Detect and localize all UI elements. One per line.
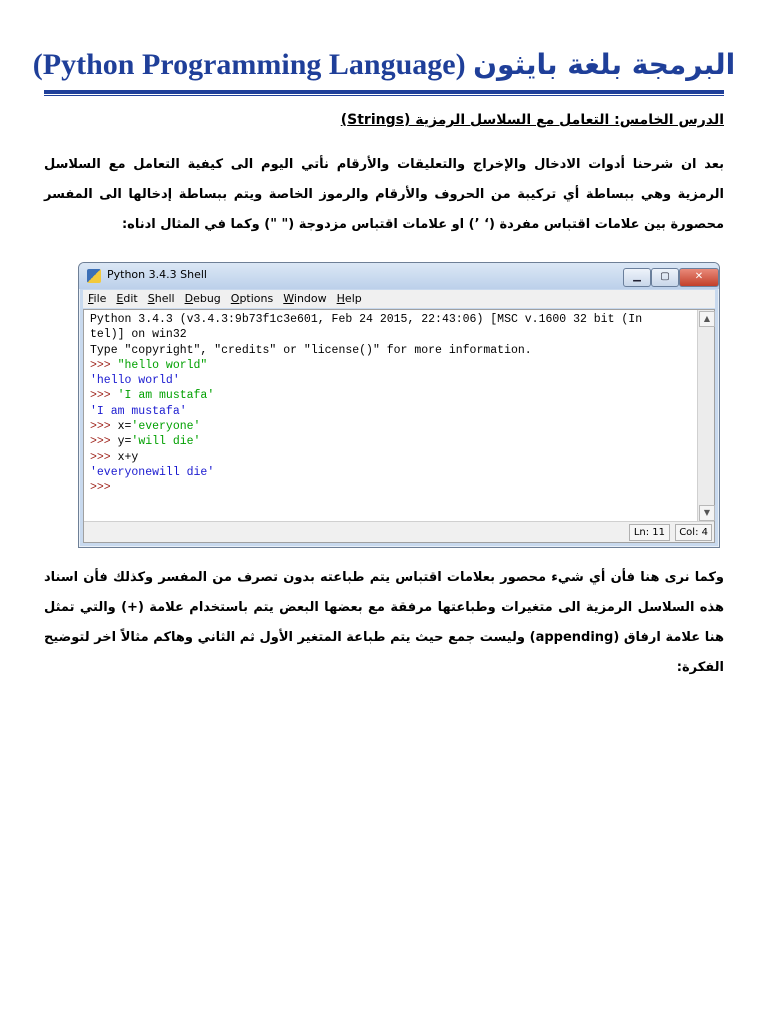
shell-text: 'hello world' (90, 374, 180, 388)
lesson-heading: الدرس الخامس: التعامل مع السلاسل الرمزية (Strings) (340, 112, 724, 128)
title-rule-thin (44, 95, 724, 96)
python-app-icon (87, 269, 101, 283)
shell-line (90, 465, 694, 480)
shell-line (90, 388, 694, 403)
menu-help[interactable]: Help (336, 292, 362, 305)
shell-text: 'I am mustafa' (117, 389, 215, 403)
shell-code: x+y (117, 450, 139, 464)
shell-text: 'everyone' (131, 420, 201, 434)
document-title (0, 48, 768, 82)
shell-line (90, 312, 694, 327)
menu-window[interactable]: Window (283, 292, 327, 305)
shell-line (90, 434, 694, 449)
shell-text-area[interactable] (83, 309, 715, 543)
shell-prompt: >>> (90, 420, 118, 434)
shell-line (90, 419, 694, 434)
title-english: (Python Programming Language) (32, 48, 466, 81)
close-button[interactable]: ✕ (679, 268, 719, 287)
scroll-up-arrow-icon[interactable]: ▲ (699, 311, 715, 327)
status-line: Ln: 11 (629, 524, 670, 541)
vertical-scrollbar[interactable] (697, 310, 714, 522)
shell-line (90, 327, 694, 342)
shell-text: Type "copyright", "credits" or "license()" for more information. (90, 343, 532, 357)
shell-line (90, 450, 694, 465)
shell-code: y= (117, 435, 132, 449)
shell-text: tel)] on win32 (90, 328, 187, 342)
menu-bar (83, 290, 715, 308)
python-shell-window (78, 262, 720, 548)
menu-debug[interactable]: Debug (184, 292, 221, 305)
shell-text: Python 3.4.3 (v3.4.3:9b73f1c3e601, Feb 24 2015, 22:43:06) [MSC v.1600 32 bit (In (90, 313, 643, 326)
shell-prompt: >>> (90, 435, 118, 449)
shell-code: x= (117, 420, 132, 434)
title-arabic: البرمجة بلغة بايثون (473, 48, 736, 81)
menu-shell[interactable]: Shell (147, 292, 175, 305)
shell-prompt: >>> (90, 389, 118, 403)
shell-output[interactable] (90, 312, 694, 496)
shell-text: 'I am mustafa' (90, 404, 187, 418)
shell-prompt: >>> (90, 358, 118, 372)
shell-text: 'will die' (131, 435, 201, 449)
status-bar (84, 521, 714, 542)
minimize-button[interactable]: ▁ (623, 268, 651, 287)
menu-file[interactable]: File (88, 292, 107, 305)
status-column: Col: 4 (675, 524, 712, 541)
shell-prompt: >>> (90, 481, 111, 495)
shell-line (90, 343, 694, 358)
explanation-paragraph: وكما نرى هنا فأن أي شيء محصور بعلامات اقتباس يتم طباعته بدون تصرف من المفسر وكذلك فأن اسناد هذه السلاسل الرمزية الى متغيرات وطباعتها مرفقة مع بعضها البعض يتم باستخدام علامة (+) والتي تمثل هنا علامة ارفاق (appending) وليست جمع حيث يتم طباعة المتغير الأول ثم الثاني وهاكم مثالاً اخر لتوضيح الفكرة: (44, 570, 724, 675)
scroll-down-arrow-icon[interactable]: ▼ (699, 505, 715, 521)
window-titlebar[interactable] (79, 263, 719, 289)
menu-edit[interactable]: Edit (116, 292, 138, 305)
shell-text: "hello world" (117, 358, 208, 372)
shell-line (90, 373, 694, 388)
shell-line (90, 358, 694, 373)
shell-line (90, 480, 694, 495)
intro-paragraph: بعد ان شرحنا أدوات الادخال والإخراج والتعليقات والأرقام نأتي اليوم الى كيفية التعامل مع السلاسل الرمزية وهي ببساطة أي تركيبة من الحروف والأرقام والرموز الخاصة ويتم ببساطة إدخالها الى المفسر محصورة بين علامات اقتباس مفردة (‘ ’) او علامات اقتباس مزدوجة (" ") وكما في المثال ادناه: (44, 157, 724, 232)
menu-options[interactable]: Options (230, 292, 274, 305)
window-title: Python 3.4.3 Shell (107, 268, 207, 281)
title-rule (44, 90, 724, 94)
shell-line (90, 404, 694, 419)
shell-prompt: >>> (90, 450, 118, 464)
maximize-button[interactable]: ▢ (651, 268, 679, 287)
shell-text: 'everyonewill die' (90, 465, 215, 479)
